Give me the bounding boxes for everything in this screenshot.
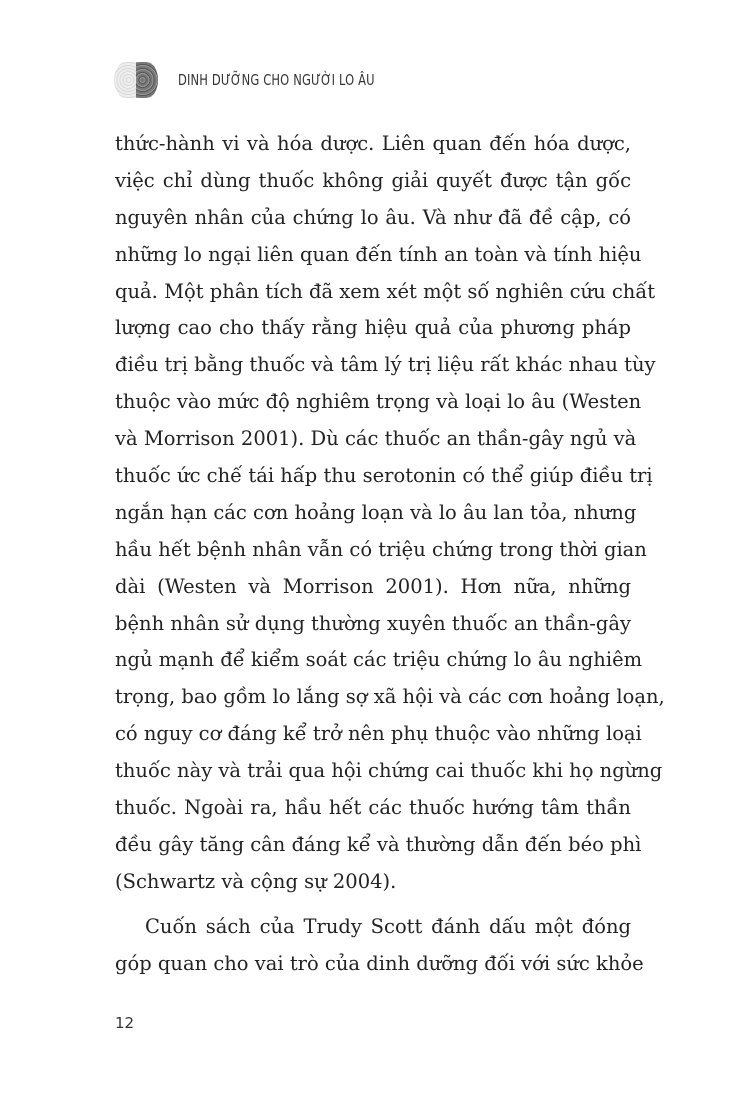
text-line: thuộc vào mức độ nghiêm trọng và loại lo âu (Westen [115,390,642,414]
text-line: góp quan cho vai trò của dinh dưỡng đối với sức khỏe [115,951,644,975]
text-line: ngủ mạnh để kiểm soát các triệu chứng lo âu nghiêm [115,648,643,672]
book-title: DINH DƯỠNG CHO NGƯỜI LO ÂU [178,71,375,89]
text-line: trọng, bao gồm lo lắng sợ xã hội và các cơn hoảng loạn, [115,685,665,709]
body-text [115,126,665,982]
text-line: Cuốn sách của Trudy Scott đánh dấu một đóng [145,914,631,938]
text-line: quả. Một phân tích đã xem xét một số nghiên cứu chất [115,279,656,303]
text-line: và Morrison 2001). Dù các thuốc an thần-gây ngủ và [115,427,637,451]
text-line: thuốc này và trải qua hội chứng cai thuốc khi họ ngừng [115,759,663,783]
text-line: thức-hành vi và hóa dược. Liên quan đến hóa dược, [115,132,631,155]
text-line: đều gây tăng cân đáng kể và thường dẫn đến béo phì [115,832,642,856]
brain-icon [112,60,160,100]
text-line: có nguy cơ đáng kể trở nên phụ thuộc vào những loại [115,722,642,746]
text-line: thuốc. Ngoài ra, hầu hết các thuốc hướng tâm thần [115,796,631,820]
page-number: 12 [115,1014,135,1032]
text-line: dài (Westen và Morrison 2001). Hơn nữa, những [115,574,631,598]
text-line: hầu hết bệnh nhân vẫn có triệu chứng trong thời gian [115,537,647,561]
text-line: nguyên nhân của chứng lo âu. Và như đã đề cập, có [115,205,631,229]
text-line: bệnh nhân sử dụng thường xuyên thuốc an thần-gây [115,611,631,635]
running-header [112,58,409,102]
text-line: điều trị bằng thuốc và tâm lý trị liệu rất khác nhau tùy [115,353,656,377]
text-line: lượng cao cho thấy rằng hiệu quả của phương pháp [115,316,631,340]
text-line: (Schwartz và cộng sự 2004). [115,869,397,893]
text-line: ngắn hạn các cơn hoảng loạn và lo âu lan tỏa, nhưng [115,500,637,524]
text-line: thuốc ức chế tái hấp thu serotonin có thể giúp điều trị [115,464,653,488]
text-line: những lo ngại liên quan đến tính an toàn và tính hiệu [115,242,642,266]
text-line: việc chỉ dùng thuốc không giải quyết được tận gốc [115,168,631,192]
